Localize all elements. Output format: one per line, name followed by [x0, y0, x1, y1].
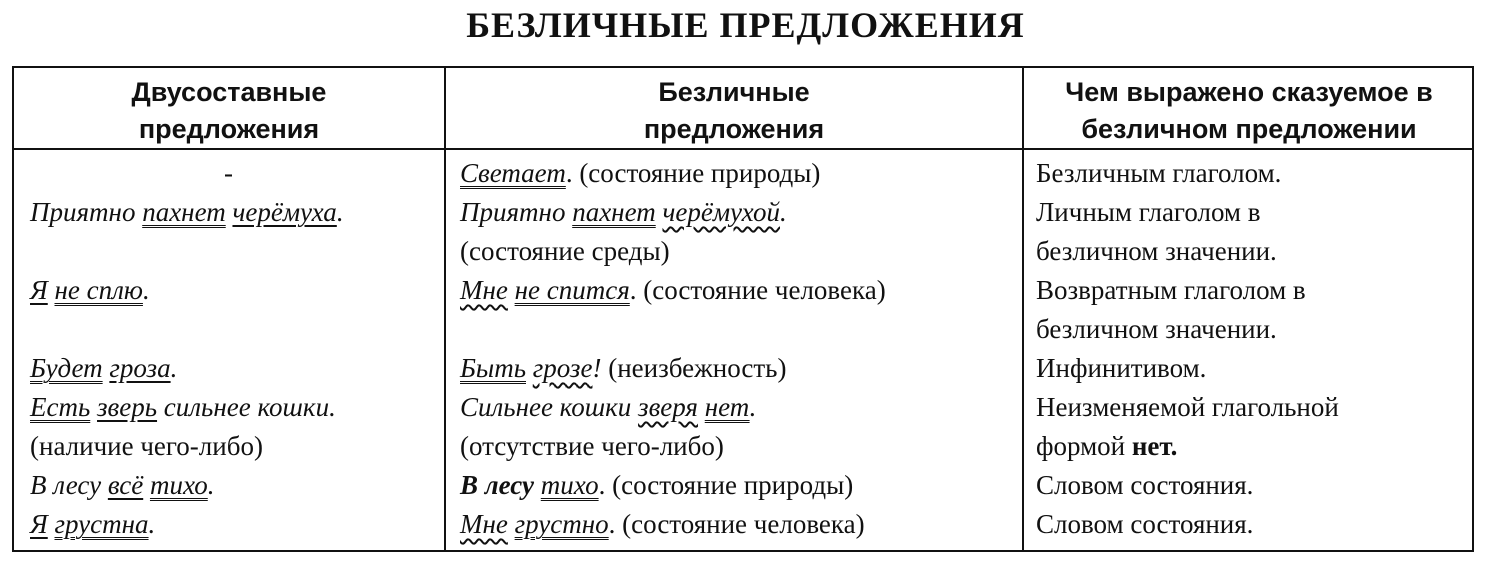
col3-line: Словом состояния.	[1036, 470, 1254, 500]
col1-row-cheremukha: Приятно пахнет черёмуха.	[30, 197, 344, 227]
header-line: Чем выражено сказуемое в	[1065, 77, 1433, 107]
col3-line: Словом состояния.	[1036, 509, 1254, 539]
col2-row-grustno: Мне грустно. (состояние человека)	[460, 509, 865, 539]
col3-line: Возвратным глаголом в	[1036, 275, 1306, 305]
header-line: предложения	[643, 114, 825, 144]
col3-line: формой нет.	[1036, 431, 1178, 461]
col1-row-tikho: В лесу всё тихо.	[30, 470, 215, 500]
col2-row-cheremukhoy: Приятно пахнет черёмухой.	[460, 197, 787, 227]
header-line: Двусоставные	[131, 77, 327, 107]
header-line: Безличные	[658, 77, 810, 107]
header-predicate-expression	[1024, 74, 1474, 148]
col2-row-ne-spitsya: Мне не спится. (состояние человека)	[460, 275, 886, 305]
header-impersonal-sentences	[446, 74, 1022, 148]
col1-row-nalichie: (наличие чего-либо)	[30, 431, 263, 461]
header-two-part-sentences	[14, 74, 444, 148]
col1-dash: -	[224, 158, 233, 188]
col1-row-ne-splyu: Я не сплю.	[30, 275, 150, 305]
header-line: безличном предложении	[1081, 114, 1417, 144]
col2-row-sreda: (состояние среды)	[460, 236, 670, 266]
col3-line: Безличным глаголом.	[1036, 158, 1282, 188]
col3-line: Неизменяемой глагольной	[1036, 392, 1339, 422]
page-title: БЕЗЛИЧНЫЕ ПРЕДЛОЖЕНИЯ	[466, 5, 1025, 45]
comparison-table	[12, 66, 1474, 552]
col3-line: безличном значении.	[1036, 314, 1277, 344]
col1-row-zver: Есть зверь сильнее кошки.	[30, 392, 336, 422]
header-divider	[14, 148, 1472, 150]
col2-row-svetaet: Светает. (состояние природы)	[460, 158, 821, 188]
col3-line: Инфинитивом.	[1036, 353, 1207, 383]
col3-line: безличном значении.	[1036, 236, 1277, 266]
col3-line: Личным глаголом в	[1036, 197, 1261, 227]
col2-row-otsutstvie: (отсутствие чего-либо)	[460, 431, 724, 461]
col2-row-zverya-net: Сильнее кошки зверя нет.	[460, 392, 757, 422]
col1-row-grustna: Я грустна.	[30, 509, 156, 539]
col2-row-byt-groze: Быть грозе! (неизбежность)	[460, 353, 787, 383]
col2-row-v-lesu-tikho: В лесу тихо. (состояние природы)	[460, 470, 854, 500]
col1-row-groza: Будет гроза.	[30, 353, 178, 383]
header-line: предложения	[138, 114, 320, 144]
